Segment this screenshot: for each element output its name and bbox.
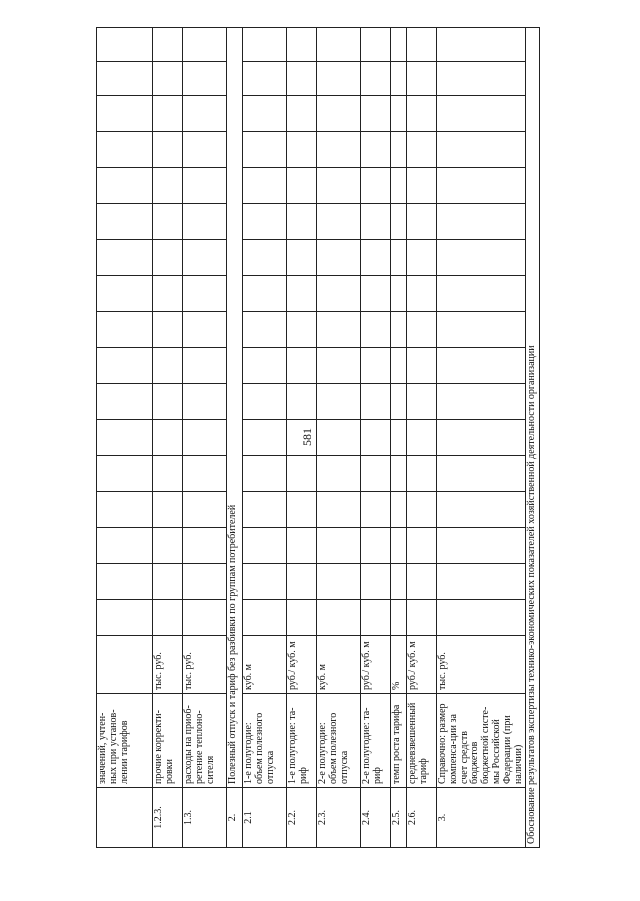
- data-cell: [361, 132, 391, 168]
- data-cell: [183, 240, 227, 276]
- data-cell: [287, 600, 317, 636]
- data-cell: [287, 168, 317, 204]
- data-cell: [407, 456, 437, 492]
- data-cell: [183, 204, 227, 240]
- table-row: [317, 28, 361, 848]
- data-cell: [391, 312, 407, 348]
- data-cell: [391, 204, 407, 240]
- row-name: 1-е полугодие: объем полезного отпуска: [243, 694, 287, 788]
- document-table: [96, 34, 538, 848]
- data-cell: [97, 276, 153, 312]
- data-cell: [243, 204, 287, 240]
- data-cell: [391, 600, 407, 636]
- data-cell: [183, 528, 227, 564]
- data-cell: [243, 492, 287, 528]
- data-cell: [407, 168, 437, 204]
- row-name: 1-е полугодие: та-риф: [287, 694, 317, 788]
- row-unit: тыс. руб.: [183, 636, 227, 694]
- data-cell: [407, 348, 437, 384]
- data-cell: [317, 28, 361, 62]
- data-cell: [317, 420, 361, 456]
- row-name: 2-е полугодие: та-риф: [361, 694, 391, 788]
- data-cell: [437, 420, 526, 456]
- data-cell: [97, 528, 153, 564]
- data-cell: [317, 456, 361, 492]
- table-row: [153, 28, 183, 848]
- data-cell: [361, 564, 391, 600]
- data-cell: [153, 492, 183, 528]
- data-cell: [407, 420, 437, 456]
- data-cell: [183, 384, 227, 420]
- row-number: 1.3.: [183, 788, 227, 848]
- data-cell: [183, 420, 227, 456]
- data-cell: [243, 96, 287, 132]
- data-cell: [361, 600, 391, 636]
- data-cell: [153, 456, 183, 492]
- data-cell: [437, 132, 526, 168]
- data-cell: [287, 348, 317, 384]
- data-cell: [317, 564, 361, 600]
- data-cell: [391, 276, 407, 312]
- data-cell: [391, 62, 407, 96]
- data-cell: [437, 528, 526, 564]
- data-cell: [287, 492, 317, 528]
- data-cell: [183, 28, 227, 62]
- data-cell: [407, 96, 437, 132]
- data-cell: [391, 456, 407, 492]
- data-cell: [243, 28, 287, 62]
- section-heading: Полезный отпуск и тариф без разбивки по группам потребителей: [227, 28, 243, 788]
- data-cell: [391, 384, 407, 420]
- row-number: 2.4.: [361, 788, 391, 848]
- data-cell: [243, 420, 287, 456]
- data-cell: [287, 240, 317, 276]
- data-cell: [317, 600, 361, 636]
- row-name: 2-е полугодие: объем полезного отпуска: [317, 694, 361, 788]
- data-cell: [153, 28, 183, 62]
- data-cell: [153, 168, 183, 204]
- data-cell: [243, 600, 287, 636]
- data-cell: [183, 348, 227, 384]
- data-cell: [97, 132, 153, 168]
- data-cell: [183, 564, 227, 600]
- row-unit: руб./ куб. м: [361, 636, 391, 694]
- data-cell: [407, 62, 437, 96]
- data-cell: [287, 28, 317, 62]
- data-cell: [153, 312, 183, 348]
- data-cell: [407, 28, 437, 62]
- data-cell: [361, 168, 391, 204]
- data-cell: [287, 96, 317, 132]
- data-cell: [361, 276, 391, 312]
- data-cell: [243, 348, 287, 384]
- row-unit: тыс. руб.: [153, 636, 183, 694]
- data-cell: [361, 62, 391, 96]
- data-cell: [153, 62, 183, 96]
- data-cell: [361, 240, 391, 276]
- row-name: расходы на приоб-ретение теплоно-сителя: [183, 694, 227, 788]
- data-cell: [287, 62, 317, 96]
- row-number: 2.6.: [407, 788, 437, 848]
- row-unit: тыс. руб.: [437, 636, 526, 694]
- data-cell: [407, 492, 437, 528]
- tariff-table: [96, 27, 540, 848]
- data-cell: [391, 168, 407, 204]
- data-cell: [361, 528, 391, 564]
- data-cell: [407, 564, 437, 600]
- data-cell: [317, 348, 361, 384]
- data-cell: [407, 276, 437, 312]
- data-cell: [287, 276, 317, 312]
- data-cell: [361, 456, 391, 492]
- data-cell: [243, 62, 287, 96]
- data-cell: [437, 240, 526, 276]
- data-cell: [97, 564, 153, 600]
- data-cell: [407, 312, 437, 348]
- row-number: 2.3.: [317, 788, 361, 848]
- row-number: [97, 788, 153, 848]
- data-cell: [437, 96, 526, 132]
- data-cell: [97, 312, 153, 348]
- row-name: значений, учтен-ных при установ-лении тарифов: [97, 694, 153, 788]
- data-cell: [317, 528, 361, 564]
- data-cell: [153, 348, 183, 384]
- data-cell: [317, 62, 361, 96]
- data-cell: [437, 600, 526, 636]
- table-row: [287, 28, 317, 848]
- row-unit: куб. м: [317, 636, 361, 694]
- data-cell: [287, 564, 317, 600]
- data-cell: [407, 204, 437, 240]
- table-row: [407, 28, 437, 848]
- data-cell: [317, 492, 361, 528]
- row-name: темп роста тарифа: [391, 694, 407, 788]
- data-cell: [183, 168, 227, 204]
- table-row: [437, 28, 526, 848]
- row-number: 2.: [227, 788, 243, 848]
- data-cell: [153, 204, 183, 240]
- data-cell: [287, 132, 317, 168]
- data-cell: [391, 492, 407, 528]
- data-cell: [391, 420, 407, 456]
- data-cell: [243, 312, 287, 348]
- data-cell: [243, 276, 287, 312]
- data-cell: [153, 96, 183, 132]
- data-cell: [153, 276, 183, 312]
- data-cell: [243, 528, 287, 564]
- data-cell: [243, 240, 287, 276]
- data-cell: [317, 132, 361, 168]
- data-cell: [97, 62, 153, 96]
- data-cell: [437, 564, 526, 600]
- data-cell: [407, 600, 437, 636]
- data-cell: [153, 420, 183, 456]
- data-cell: [183, 492, 227, 528]
- data-cell: [153, 240, 183, 276]
- data-cell: [153, 384, 183, 420]
- data-cell: [153, 132, 183, 168]
- data-cell: [437, 168, 526, 204]
- data-cell: [243, 384, 287, 420]
- data-cell: [317, 168, 361, 204]
- data-cell: [437, 348, 526, 384]
- data-cell: [97, 420, 153, 456]
- table-row: [183, 28, 227, 848]
- table-row: [97, 28, 153, 848]
- data-cell: [97, 456, 153, 492]
- data-cell: [391, 564, 407, 600]
- data-cell: [287, 384, 317, 420]
- data-cell: [97, 348, 153, 384]
- data-cell: [287, 456, 317, 492]
- table-row: [361, 28, 391, 848]
- row-number: 3.: [437, 788, 526, 848]
- data-cell: [183, 312, 227, 348]
- data-cell: [153, 600, 183, 636]
- data-cell: [97, 96, 153, 132]
- data-cell: [317, 384, 361, 420]
- row-name: Справочно: размер компенса-ции за счет средств бюджетов бюджетной систе-мы Российской Федерации (при наличии): [437, 694, 526, 788]
- data-cell: [183, 132, 227, 168]
- data-cell: [243, 132, 287, 168]
- row-number: 2.2.: [287, 788, 317, 848]
- data-cell: [97, 28, 153, 62]
- page-number: 581: [300, 428, 314, 446]
- data-cell: [317, 96, 361, 132]
- data-cell: [361, 492, 391, 528]
- data-cell: [437, 204, 526, 240]
- data-cell: [391, 240, 407, 276]
- data-cell: [183, 96, 227, 132]
- data-cell: [361, 204, 391, 240]
- data-cell: [243, 456, 287, 492]
- data-cell: [437, 312, 526, 348]
- data-cell: [317, 312, 361, 348]
- data-cell: [287, 528, 317, 564]
- data-cell: [317, 276, 361, 312]
- data-cell: [97, 240, 153, 276]
- data-cell: [361, 384, 391, 420]
- data-cell: [361, 420, 391, 456]
- data-cell: [391, 348, 407, 384]
- data-cell: [437, 492, 526, 528]
- row-unit: руб./ куб. м: [287, 636, 317, 694]
- footer-note: Обоснование результатов экспертизы технико-экономических показателей хозяйственной деятельности организации: [526, 28, 540, 848]
- data-cell: [407, 528, 437, 564]
- data-cell: [97, 384, 153, 420]
- data-cell: [361, 348, 391, 384]
- table-row: [391, 28, 407, 848]
- row-number: 2.5.: [391, 788, 407, 848]
- data-cell: [361, 96, 391, 132]
- data-cell: [437, 28, 526, 62]
- data-cell: [243, 168, 287, 204]
- row-name: прочие корректи-ровки: [153, 694, 183, 788]
- data-cell: [287, 204, 317, 240]
- row-name: средневзвешенный тариф: [407, 694, 437, 788]
- data-cell: [317, 204, 361, 240]
- data-cell: [317, 240, 361, 276]
- data-cell: [97, 600, 153, 636]
- data-cell: [391, 28, 407, 62]
- data-cell: [391, 96, 407, 132]
- data-cell: [407, 384, 437, 420]
- data-cell: [437, 456, 526, 492]
- data-cell: [243, 564, 287, 600]
- data-cell: [97, 204, 153, 240]
- data-cell: [183, 276, 227, 312]
- data-cell: [391, 528, 407, 564]
- data-cell: [437, 276, 526, 312]
- row-unit: %: [391, 636, 407, 694]
- data-cell: [361, 28, 391, 62]
- data-cell: [183, 456, 227, 492]
- data-cell: [97, 168, 153, 204]
- data-cell: [97, 492, 153, 528]
- data-cell: [437, 384, 526, 420]
- row-number: 2.1: [243, 788, 287, 848]
- data-cell: [287, 420, 317, 456]
- data-cell: [287, 312, 317, 348]
- row-unit: руб./ куб. м: [407, 636, 437, 694]
- table-row: [227, 28, 243, 848]
- data-cell: [183, 600, 227, 636]
- row-unit: [97, 636, 153, 694]
- data-cell: [361, 312, 391, 348]
- data-cell: [407, 240, 437, 276]
- data-cell: [391, 132, 407, 168]
- table-row: [526, 28, 540, 848]
- data-cell: [153, 528, 183, 564]
- data-cell: [407, 132, 437, 168]
- data-cell: [183, 62, 227, 96]
- data-cell: [437, 62, 526, 96]
- data-cell: [153, 564, 183, 600]
- row-number: 1.2.3.: [153, 788, 183, 848]
- table-row: [243, 28, 287, 848]
- row-unit: куб. м: [243, 636, 287, 694]
